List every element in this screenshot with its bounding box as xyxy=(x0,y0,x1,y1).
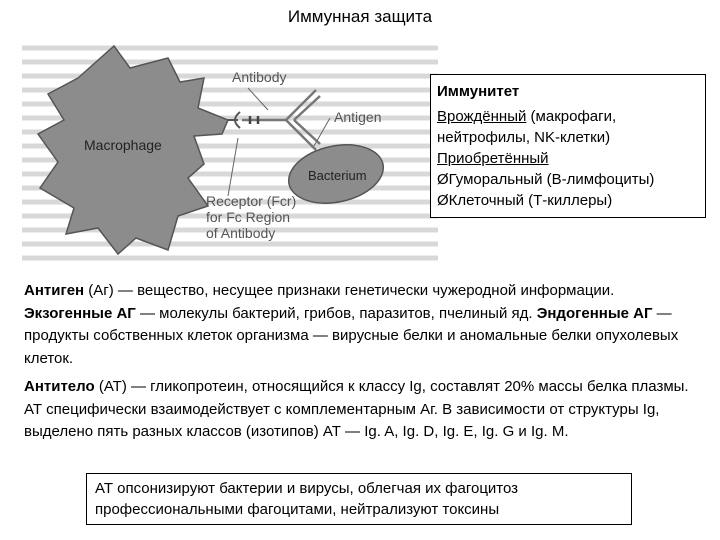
innate-term: Врождённый xyxy=(437,108,527,125)
cellular-item: ØКлеточный (Т-киллеры) xyxy=(437,192,613,209)
acquired-term: Приобретённый xyxy=(437,150,549,167)
macrophage-label: Macrophage xyxy=(84,137,162,153)
endogenous-definition: — продукты собственных клеток организма — вирусные белки и аномальные белки опухолевых клеток. xyxy=(24,304,679,367)
antibody-definition: (АТ) — гликопротеин, относящийся к классу Ig, составлят 20% массы белка плазмы. АТ специфически взаимодействует с комплементарным Аг. В зависимости от структуры Ig, выделено пять разных классов (изотипов) АТ — Ig. A, Ig. D, Ig. E, Ig. G и Ig. M. xyxy=(24,378,689,440)
innate-line xyxy=(437,106,699,127)
antigen-term: Антиген xyxy=(24,282,85,299)
antigen-definition: (Аг) — вещество, несущее признаки генетически чужеродной информации. xyxy=(84,282,615,299)
exogenous-term: Экзогенные АГ xyxy=(24,304,136,322)
immune-figure xyxy=(18,38,446,266)
receptor-label-line-3: of Antibody xyxy=(206,225,276,241)
antigen-paragraph xyxy=(24,280,700,370)
receptor-label-line-1: Receptor (Fcr) xyxy=(206,193,297,209)
endogenous-term: Эндогенные АГ xyxy=(536,304,653,322)
antigen-label: Antigen xyxy=(334,109,382,125)
humoral-item: ØГуморальный (В-лимфоциты) xyxy=(437,171,655,188)
immunity-heading: Иммунитет xyxy=(437,83,520,100)
antibody-term: Антитело xyxy=(24,378,95,395)
exogenous-definition: — молекулы бактерий, грибов, паразитов, пчелиный яд. xyxy=(135,304,537,322)
macrophage-antibody-diagram xyxy=(18,38,446,266)
page-title: Иммунная защита xyxy=(287,7,433,26)
bacterium-label: Bacterium xyxy=(308,168,367,183)
innate-detail: (макрофаги, xyxy=(526,108,617,125)
antibody-paragraph xyxy=(24,376,700,444)
antibody-label: Antibody xyxy=(232,69,287,85)
innate-cells: нейтрофилы, NK-клетки) xyxy=(437,129,611,146)
receptor-label-line-2: for Fc Region xyxy=(206,209,291,225)
opsonization-note: АТ опсонизируют бактерии и вирусы, облегчая их фагоцитоз профессиональными фагоцитами, нейтрализуют токсины xyxy=(86,473,632,525)
immunity-box xyxy=(430,74,706,218)
